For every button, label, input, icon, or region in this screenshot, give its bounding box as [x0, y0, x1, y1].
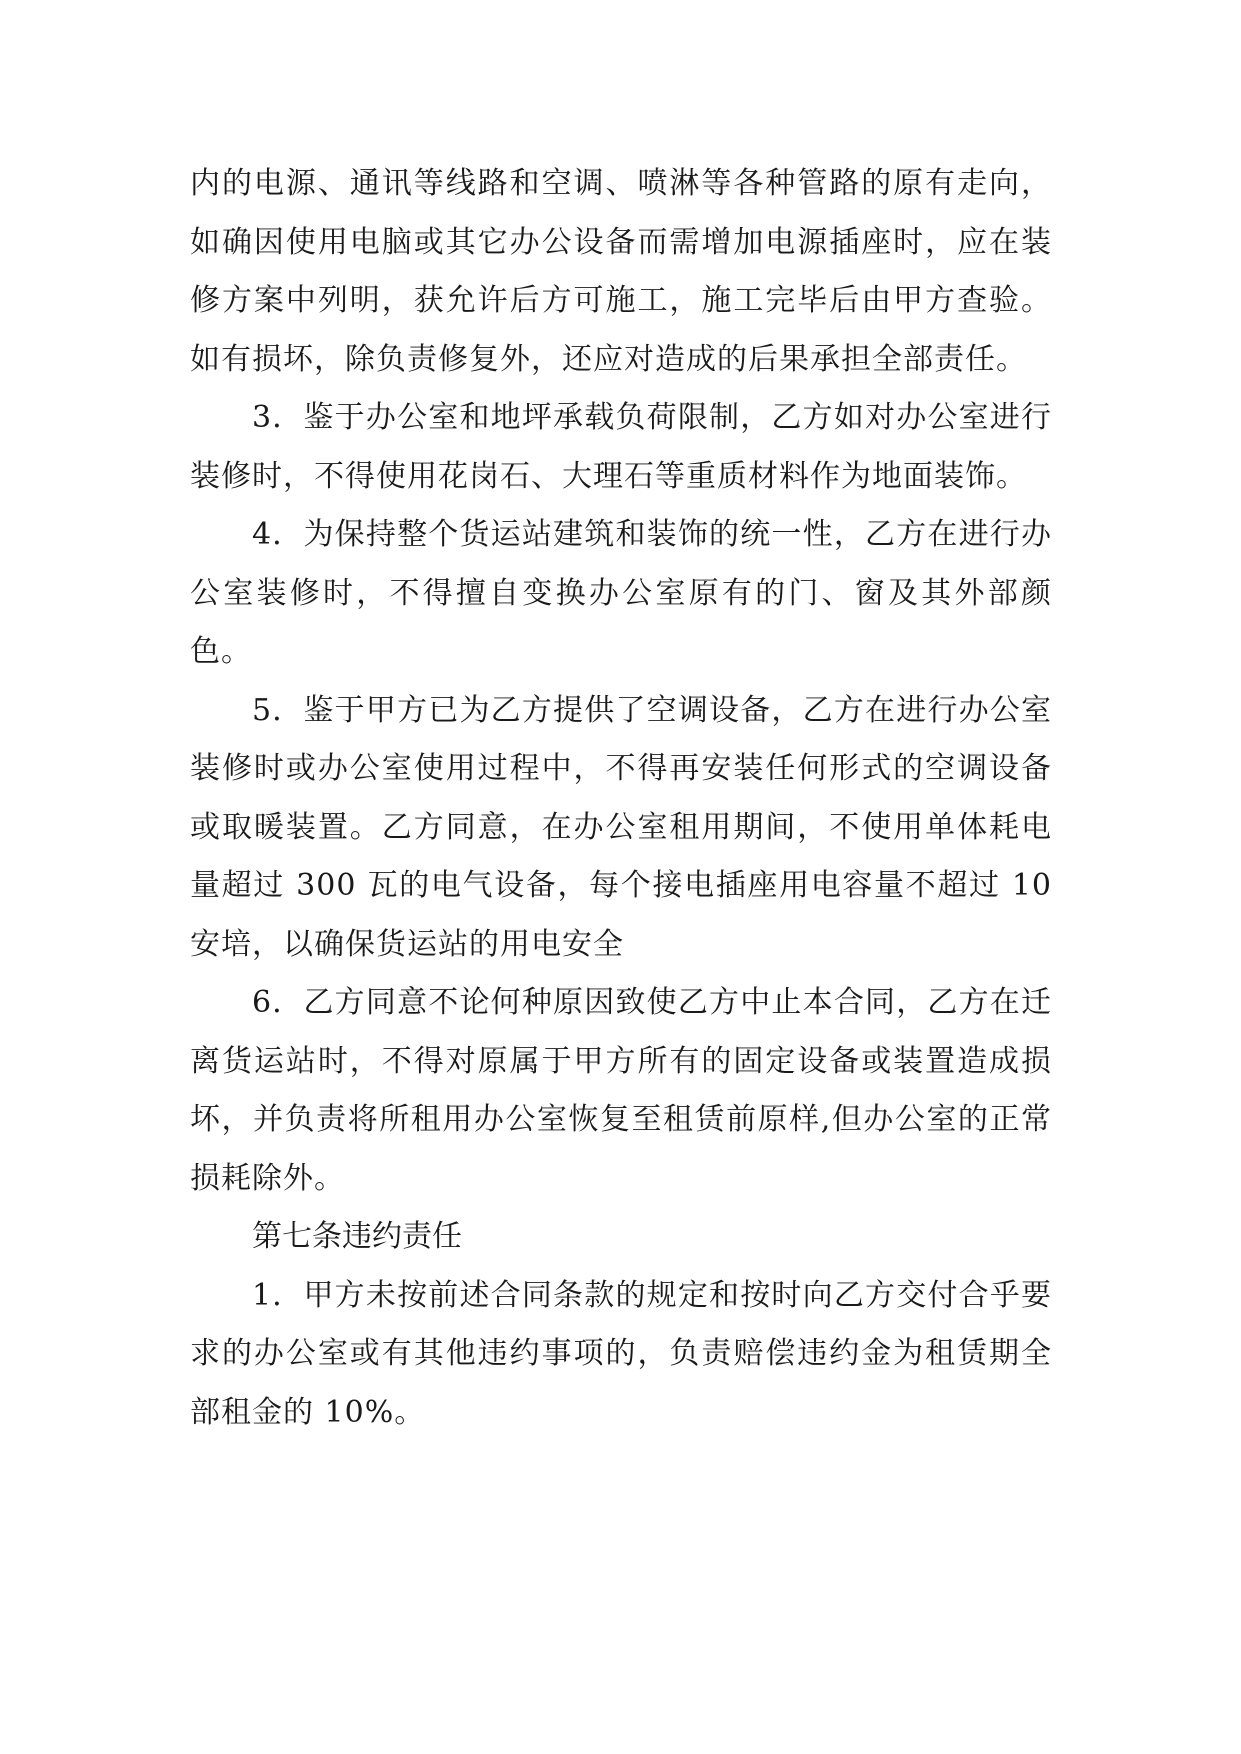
paragraph-continuation: 内的电源、通讯等线路和空调、喷淋等各种管路的原有走向，如确因使用电脑或其它办公设备而需增加电源插座时，应在装修方案中列明，获允许后方可施工，施工完毕后由甲方查验。如有损坏，除负责修复外，还应对造成的后果承担全部责任。: [190, 166, 1052, 377]
paragraph-clause-4: 4．为保持整个货运站建筑和装饰的统一性，乙方在进行办公室装修时，不得擅自变换办公室原有的门、窗及其外部颜色。: [190, 517, 1052, 669]
paragraph-clause-6: 6．乙方同意不论何种原因致使乙方中止本合同，乙方在迁离货运站时，不得对原属于甲方所有的固定设备或装置造成损坏，并负责将所租用办公室恢复至租赁前原样,但办公室的正常损耗除外。: [190, 985, 1052, 1196]
paragraph-clause-5: 5．鉴于甲方已为乙方提供了空调设备，乙方在进行办公室装修时或办公室使用过程中，不得再安装任何形式的空调设备或取暖装置。乙方同意，在办公室租用期间，不使用单体耗电量超过 300 瓦的电气设备，每个接电插座用电容量不超过 10 安培，以确保货运站的用电安全: [190, 692, 1052, 962]
paragraph-clause-3: 3．鉴于办公室和地坪承载负荷限制，乙方如对办公室进行装修时，不得使用花岗石、大理石等重质材料作为地面装饰。: [190, 400, 1052, 494]
paragraph-article-7-clause-1: 1．甲方未按前述合同条款的规定和按时向乙方交付合乎要求的办公室或有其他违约事项的，负责赔偿违约金为租赁期全部租金的 10%。: [190, 1277, 1052, 1430]
section-heading-article-7: 第七条违约责任: [252, 1219, 462, 1254]
document-body: [190, 155, 1052, 1442]
